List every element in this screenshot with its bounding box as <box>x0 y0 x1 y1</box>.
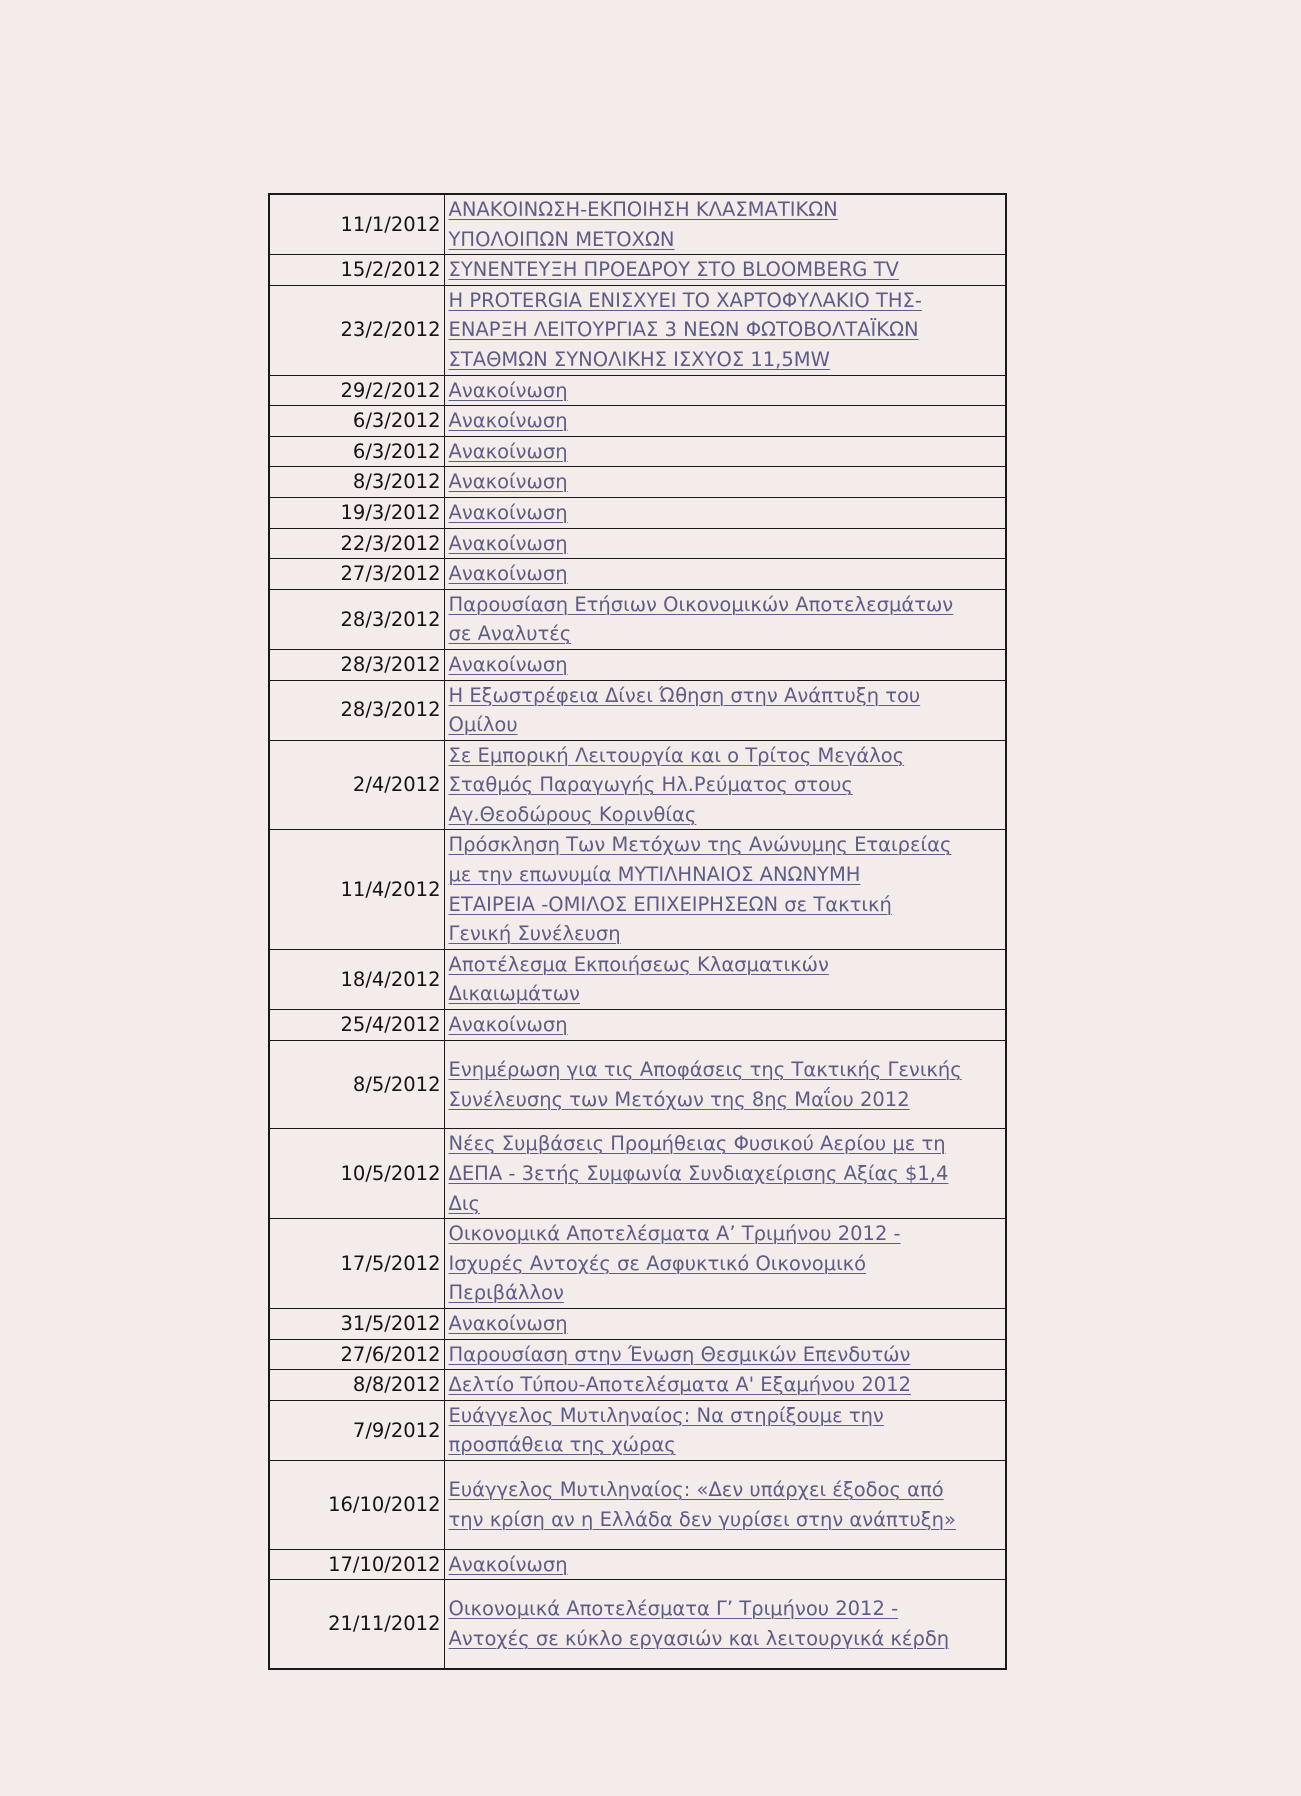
row-title-cell <box>444 1370 1006 1401</box>
table-row <box>269 649 1006 680</box>
row-date: 27/3/2012 <box>269 559 444 590</box>
row-date: 28/3/2012 <box>269 680 444 740</box>
announcement-link[interactable]: Οικονομικά Αποτελέσματα Α’ Τριμήνου 2012 - Ισχυρές Αντοχές σε Ασφυκτικό Οικονομικό Περιβάλλον <box>448 1222 901 1305</box>
row-title-cell <box>444 436 1006 467</box>
row-date: 17/5/2012 <box>269 1219 444 1309</box>
row-date: 17/10/2012 <box>269 1549 444 1580</box>
table-row <box>269 436 1006 467</box>
row-title-cell <box>444 680 1006 740</box>
table-row <box>269 559 1006 590</box>
row-date: 6/3/2012 <box>269 436 444 467</box>
row-title-cell <box>444 1400 1006 1460</box>
announcement-link[interactable]: Ανακοίνωση <box>448 439 568 463</box>
announcement-link[interactable]: ΣΥΝΕΝΤΕΥΞΗ ΠΡΟΕΔΡΟΥ ΣΤΟ BLOOMBERG TV <box>448 258 899 282</box>
row-date: 15/2/2012 <box>269 255 444 286</box>
row-title-cell <box>444 467 1006 498</box>
announcement-link[interactable]: Ανακοίνωση <box>448 409 568 433</box>
row-date: 22/3/2012 <box>269 528 444 559</box>
row-title-cell <box>444 740 1006 830</box>
table-row <box>269 406 1006 437</box>
table-row <box>269 830 1006 949</box>
table-row <box>269 589 1006 649</box>
row-title-cell <box>444 1010 1006 1041</box>
announcement-link[interactable]: Παρουσίαση Ετήσιων Οικονομικών Αποτελεσμάτων σε Αναλυτές <box>448 592 954 646</box>
row-date: 18/4/2012 <box>269 949 444 1009</box>
announcement-link[interactable]: Ανακοίνωση <box>448 652 568 676</box>
table-row <box>269 1010 1006 1041</box>
row-date: 8/5/2012 <box>269 1040 444 1129</box>
announcement-link[interactable]: Ανακοίνωση <box>448 1013 568 1037</box>
row-date: 16/10/2012 <box>269 1460 444 1549</box>
row-date: 11/1/2012 <box>269 194 444 255</box>
row-date: 11/4/2012 <box>269 830 444 949</box>
announcement-link[interactable]: Ανακοίνωση <box>448 531 568 555</box>
table-row <box>269 1129 1006 1219</box>
row-date: 21/11/2012 <box>269 1580 444 1669</box>
table-row <box>269 1308 1006 1339</box>
table-row <box>269 1040 1006 1129</box>
table-row <box>269 740 1006 830</box>
announcement-link[interactable]: Ανακοίνωση <box>448 470 568 494</box>
announcement-link[interactable]: Ανακοίνωση <box>448 500 568 524</box>
row-date: 19/3/2012 <box>269 497 444 528</box>
table-row <box>269 1339 1006 1370</box>
table-row <box>269 467 1006 498</box>
row-date: 31/5/2012 <box>269 1308 444 1339</box>
table-row <box>269 1460 1006 1549</box>
row-title-cell <box>444 559 1006 590</box>
announcement-link[interactable]: Ευάγγελος Μυτιληναίος: «Δεν υπάρχει έξοδος από την κρίση αν η Ελλάδα δεν γυρίσει στην ανάπτυξη» <box>448 1478 956 1531</box>
announcement-link[interactable]: ΑΝΑΚΟΙΝΩΣΗ-ΕΚΠΟΙΗΣΗ ΚΛΑΣΜΑΤΙΚΩΝ ΥΠΟΛΟΙΠΩΝ ΜΕΤΟΧΩΝ <box>448 198 838 251</box>
row-title-cell <box>444 528 1006 559</box>
announcement-link[interactable]: Ενημέρωση για τις Αποφάσεις της Τακτικής Γενικής Συνέλευσης των Μετόχων της 8ης Μαΐου 2012 <box>448 1057 962 1111</box>
table-row <box>269 497 1006 528</box>
table-row <box>269 375 1006 406</box>
table-row <box>269 1580 1006 1669</box>
announcement-link[interactable]: Η PROTERGIA ΕΝΙΣΧΥΕΙ ΤΟ ΧΑΡΤΟΦΥΛΑΚΙΟ ΤΗΣ- ΕΝΑΡΞΗ ΛΕΙΤΟΥΡΓΙΑΣ 3 ΝΕΩΝ ΦΩΤΟΒΟΛΤΑΪΚΩΝ ΣΤΑΘΜΩΝ ΣΥΝΟΛΙΚΗΣ ΙΣΧΥΟΣ 11,5MW <box>448 288 922 371</box>
announcement-link[interactable]: Ανακοίνωση <box>448 1311 568 1335</box>
table-row <box>269 285 1006 375</box>
row-title-cell <box>444 1580 1006 1669</box>
row-title-cell <box>444 255 1006 286</box>
row-title-cell <box>444 497 1006 528</box>
row-title-cell <box>444 1219 1006 1309</box>
row-date: 6/3/2012 <box>269 406 444 437</box>
announcement-link[interactable]: Σε Εμπορική Λειτουργία και ο Τρίτος Μεγάλος Σταθμός Παραγωγής Ηλ.Ρεύματος στους Αγ.Θεοδώρους Κορινθίας <box>448 743 905 826</box>
row-date: 25/4/2012 <box>269 1010 444 1041</box>
row-title-cell <box>444 406 1006 437</box>
row-title-cell <box>444 194 1006 255</box>
row-title-cell <box>444 589 1006 649</box>
announcements-table-body <box>269 194 1006 1669</box>
announcement-link[interactable]: Νέες Συμβάσεις Προμήθειας Φυσικού Αερίου με τη ΔΕΠΑ - 3ετής Συμφωνία Συνδιαχείρισης Αξίας $1,4 Δις <box>448 1132 949 1215</box>
row-title-cell <box>444 285 1006 375</box>
row-title-cell <box>444 1308 1006 1339</box>
row-title-cell <box>444 949 1006 1009</box>
announcement-link[interactable]: Δελτίο Τύπου-Αποτελέσματα Α' Εξαμήνου 2012 <box>448 1373 911 1397</box>
announcement-link[interactable]: Η Εξωστρέφεια Δίνει Ώθηση στην Ανάπτυξη του Ομίλου <box>448 683 921 737</box>
table-row <box>269 949 1006 1009</box>
announcement-link[interactable]: Ανακοίνωση <box>448 1552 568 1576</box>
announcement-link[interactable]: Ανακοίνωση <box>448 562 568 586</box>
row-date: 10/5/2012 <box>269 1129 444 1219</box>
row-date: 23/2/2012 <box>269 285 444 375</box>
row-date: 27/6/2012 <box>269 1339 444 1370</box>
announcement-link[interactable]: Ανακοίνωση <box>448 378 568 402</box>
row-title-cell <box>444 1040 1006 1129</box>
announcement-link[interactable]: Παρουσίαση στην Ένωση Θεσμικών Επενδυτών <box>448 1342 911 1366</box>
table-row <box>269 528 1006 559</box>
row-date: 29/2/2012 <box>269 375 444 406</box>
row-date: 2/4/2012 <box>269 740 444 830</box>
table-row <box>269 680 1006 740</box>
table-row <box>269 194 1006 255</box>
row-date: 7/9/2012 <box>269 1400 444 1460</box>
announcement-link[interactable]: Αποτέλεσμα Εκποιήσεως Κλασματικών Δικαιωμάτων <box>448 952 829 1006</box>
row-title-cell <box>444 375 1006 406</box>
table-row <box>269 1370 1006 1401</box>
row-title-cell <box>444 1339 1006 1370</box>
row-title-cell <box>444 1129 1006 1219</box>
table-row <box>269 1400 1006 1460</box>
row-date: 8/3/2012 <box>269 467 444 498</box>
announcement-link[interactable]: Ευάγγελος Μυτιληναίος: Να στηρίξουμε την προσπάθεια της χώρας <box>448 1403 884 1457</box>
row-date: 28/3/2012 <box>269 589 444 649</box>
row-date: 8/8/2012 <box>269 1370 444 1401</box>
table-row <box>269 1549 1006 1580</box>
row-date: 28/3/2012 <box>269 649 444 680</box>
row-title-cell <box>444 649 1006 680</box>
announcement-link[interactable]: Πρόσκληση Των Μετόχων της Ανώνυμης Εταιρείας με την επωνυμία ΜΥΤΙΛΗΝΑΙΟΣ ΑΝΩΝΥΜΗ ΕΤΑΙΡΕΙΑ -ΟΜΙΛΟΣ ΕΠΙΧΕΙΡΗΣΕΩΝ σε Τακτική Γενική Συνέλευση <box>448 833 952 946</box>
announcements-table <box>268 193 1007 1670</box>
row-title-cell <box>444 1460 1006 1549</box>
row-title-cell <box>444 1549 1006 1580</box>
table-row <box>269 255 1006 286</box>
table-row <box>269 1219 1006 1309</box>
announcement-link[interactable]: Οικονομικά Αποτελέσματα Γ’ Τριμήνου 2012 - Αντοχές σε κύκλο εργασιών και λειτουργικά κέρδη <box>448 1597 950 1650</box>
row-title-cell <box>444 830 1006 949</box>
